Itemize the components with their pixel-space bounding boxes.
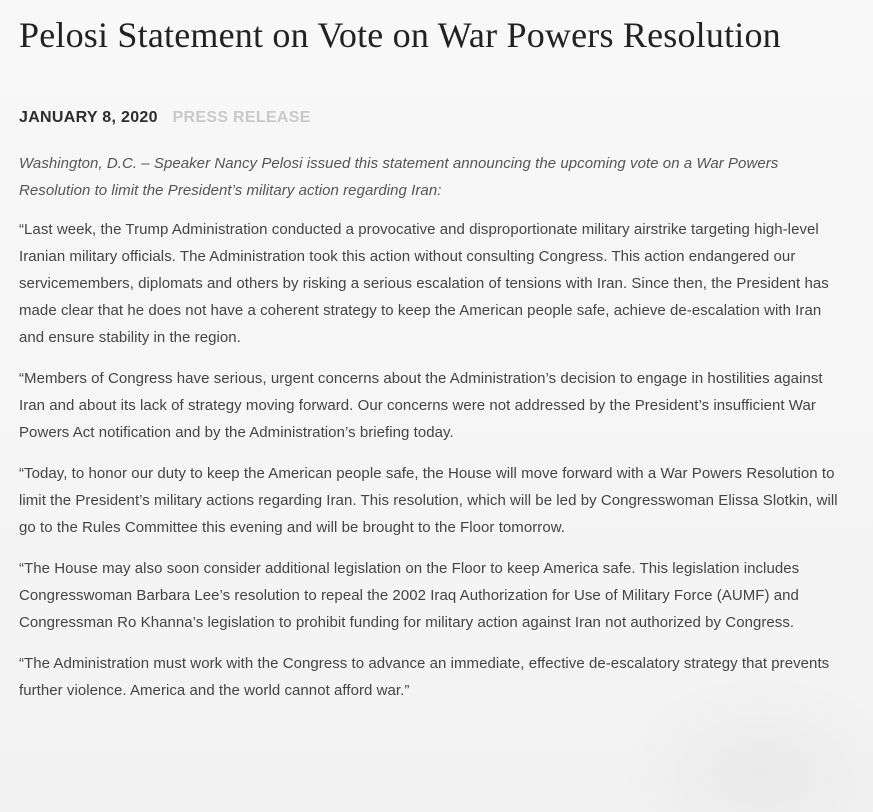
body-paragraph-2: “Members of Congress have serious, urgent concerns about the Administration’s decision to engage in hostilities against Iran and about its lack of strategy moving forward. Our concerns were not addressed by the President’s insufficient War Powers Act notification and by the Administration’s briefing today. bbox=[19, 370, 823, 441]
body-paragraph-3: “Today, to honor our duty to keep the American people safe, the House will move forward with a War Powers Resolution to limit the President’s military actions regarding Iran. This resolution, which will be led by Congresswoman Elissa Slotkin, will go to the Rules Committee this evening and will be brought to the Floor tomorrow. bbox=[19, 465, 838, 536]
body-paragraph-4: “The House may also soon consider additional legislation on the Floor to keep America safe. This legislation includes Congresswoman Barbara Lee’s resolution to repeal the 2002 Iraq Authorization for Use of Military Force (AUMF) and Congressman Ro Khanna’s legislation to prohibit funding for military action against Iran not authorized by Congress. bbox=[19, 560, 800, 631]
article-meta bbox=[19, 108, 849, 128]
intro-paragraph: Washington, D.C. – Speaker Nancy Pelosi issued this statement announcing the upcoming vote on a War Powers Resolution to limit the President’s military action regarding Iran: bbox=[19, 155, 779, 199]
article-body bbox=[19, 150, 849, 704]
article-content bbox=[19, 10, 849, 718]
category-link[interactable]: PRESS RELEASE bbox=[172, 109, 311, 126]
publish-date: JANUARY 8, 2020 bbox=[19, 109, 158, 126]
body-paragraph-5: “The Administration must work with the Congress to advance an immediate, effective de-escalatory strategy that prevents further violence. America and the world cannot afford war.” bbox=[19, 655, 830, 699]
page-title: Pelosi Statement on Vote on War Powers Resolution bbox=[19, 15, 781, 55]
body-paragraph-1: “Last week, the Trump Administration conducted a provocative and disproportionate military airstrike targeting high-level Iranian military officials. The Administration took this action without consulting Congress. This action endangered our servicemembers, diplomats and others by risking a serious escalation of tensions with Iran. Since then, the President has made clear that he does not have a coherent strategy to keep the American people safe, achieve de-escalation with Iran and ensure stability in the region. bbox=[19, 221, 829, 346]
